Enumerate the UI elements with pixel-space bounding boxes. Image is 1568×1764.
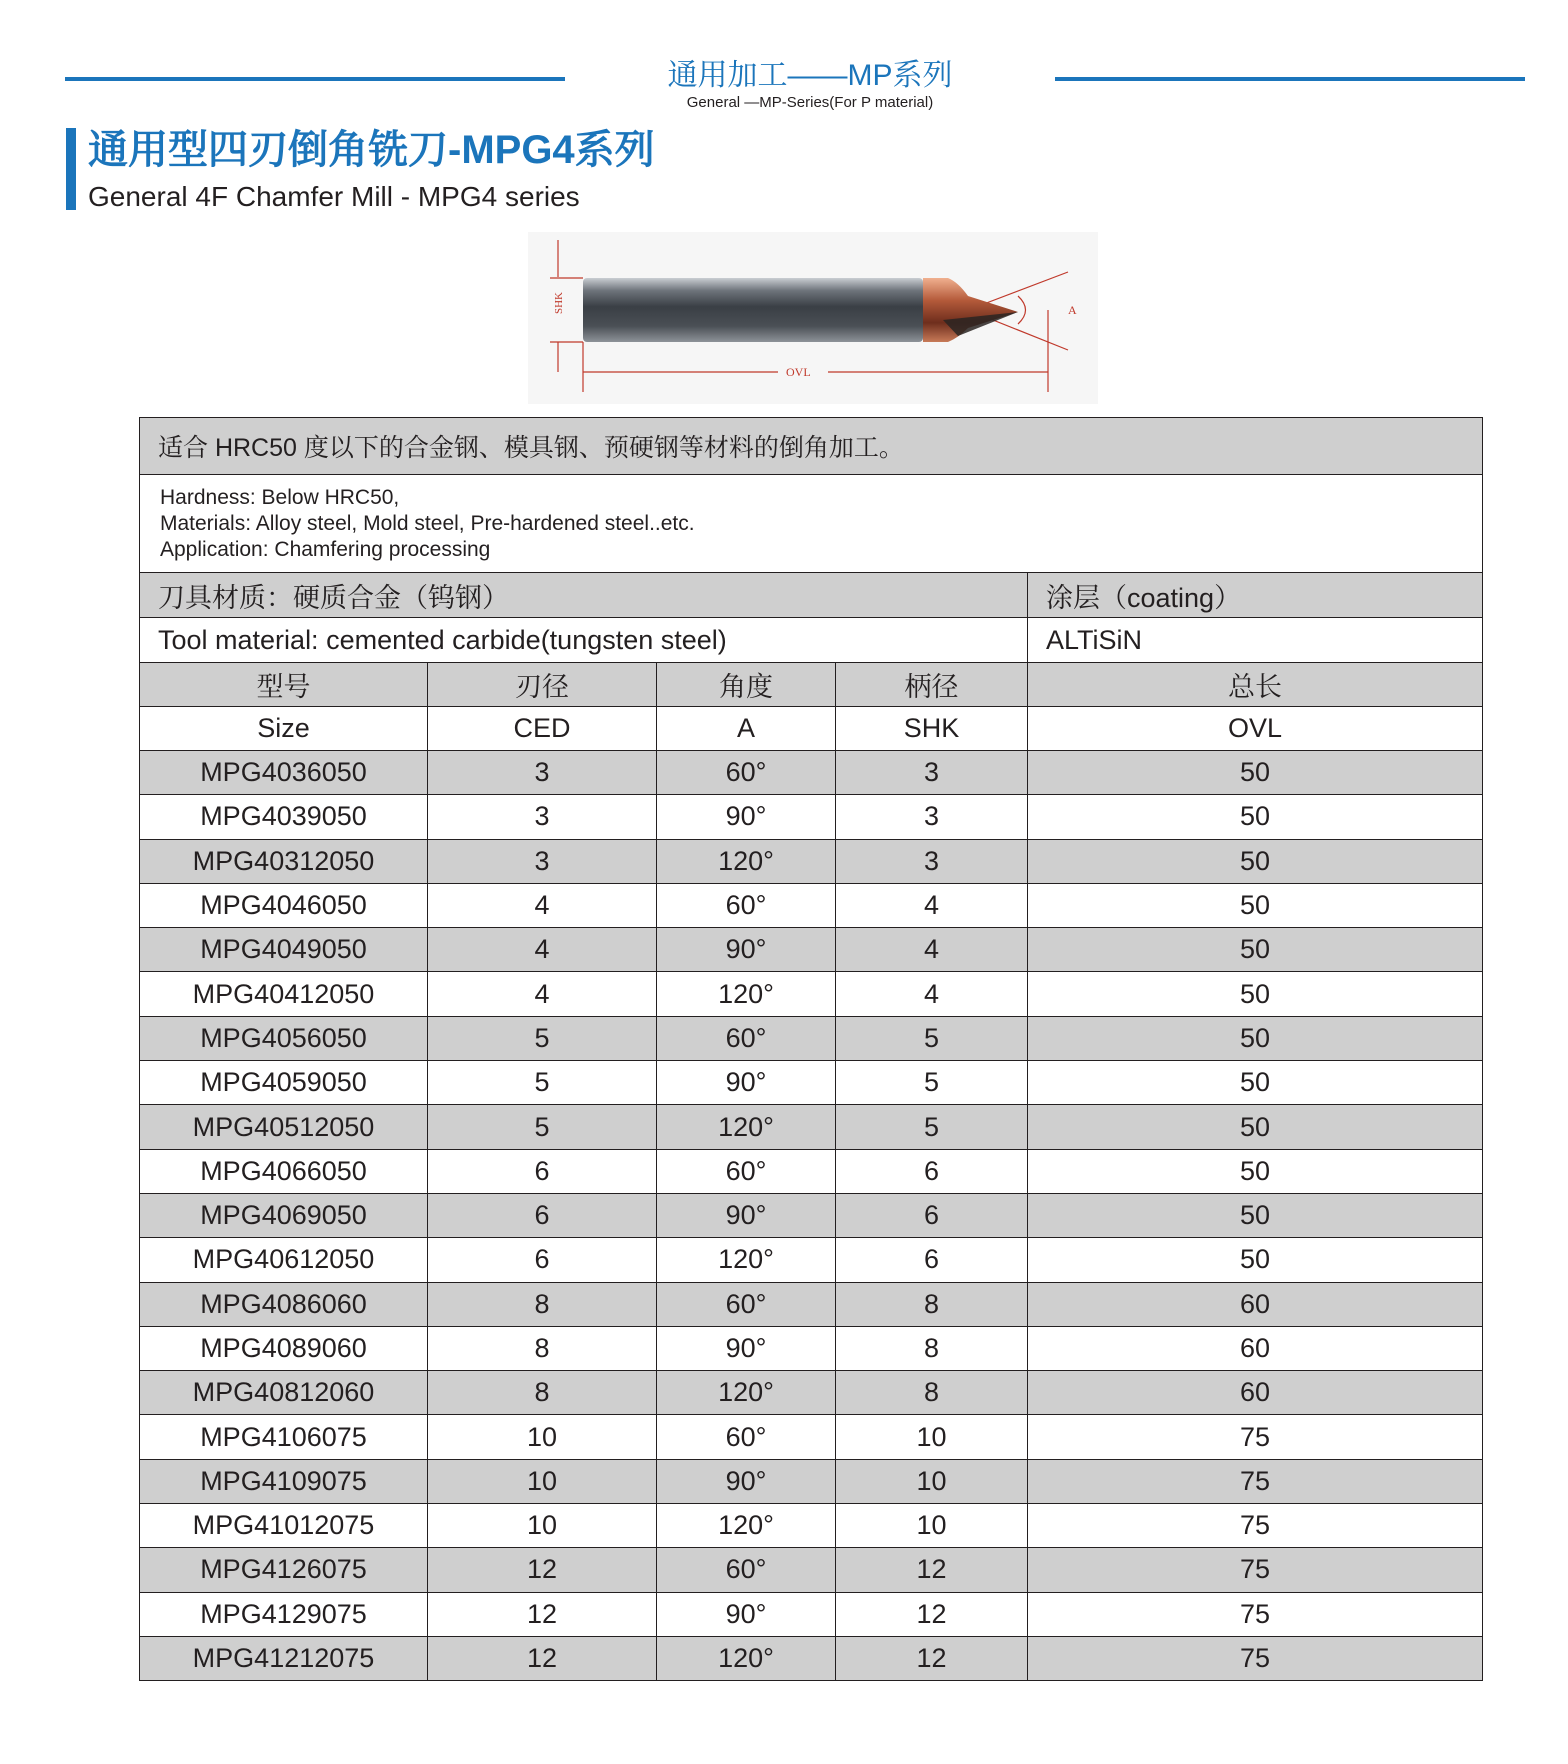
table-cell: 8 [836,1282,1028,1326]
table-cell: 4 [836,928,1028,972]
table-cell: 12 [836,1636,1028,1680]
table-cell: 3 [836,795,1028,839]
table-cell: 60° [657,1415,836,1459]
table-cell: 120° [657,1105,836,1149]
table-row [140,795,1483,839]
table-cell: 90° [657,1326,836,1370]
table-cell: 6 [428,1149,657,1193]
table-row [140,1061,1483,1105]
table-row [140,1415,1483,1459]
table-cell: MPG40612050 [140,1238,428,1282]
table-cell: MPG41212075 [140,1636,428,1680]
table-cell: 60 [1028,1282,1483,1326]
table-row [140,839,1483,883]
table-cell: 4 [836,883,1028,927]
table-cell: MPG4129075 [140,1592,428,1636]
table-row [140,1282,1483,1326]
table-cell: 90° [657,1193,836,1237]
table-cell: 60° [657,751,836,795]
description-en [140,475,1483,573]
table-cell: MPG4089060 [140,1326,428,1370]
table-cell: 8 [836,1326,1028,1370]
table-row [140,1105,1483,1149]
table-cell: 12 [428,1548,657,1592]
tool-shank [583,278,923,342]
table-cell: 120° [657,839,836,883]
table-cell: 75 [1028,1504,1483,1548]
table-cell: 4 [428,972,657,1016]
table-cell: MPG4039050 [140,795,428,839]
table-cell: 5 [836,1061,1028,1105]
table-cell: 75 [1028,1592,1483,1636]
table-cell: MPG4046050 [140,883,428,927]
table-cell: 50 [1028,1193,1483,1237]
col-header-en: CED [428,707,657,751]
table-cell: 50 [1028,972,1483,1016]
table-cell: 50 [1028,839,1483,883]
col-header-en: SHK [836,707,1028,751]
table-cell: 120° [657,1238,836,1282]
table-row [140,751,1483,795]
table-cell: 75 [1028,1459,1483,1503]
table-row [140,883,1483,927]
table-cell: 60° [657,1548,836,1592]
table-cell: 4 [428,883,657,927]
table-row [140,1238,1483,1282]
table-cell: 90° [657,1459,836,1503]
series-subtitle: General —MP-Series(For P material) [686,94,934,111]
table-cell: 3 [428,839,657,883]
table-cell: 50 [1028,1016,1483,1060]
table-cell: 4 [836,972,1028,1016]
table-cell: 90° [657,795,836,839]
spec-table [139,417,1483,1681]
table-cell: 6 [836,1238,1028,1282]
title-accent-bar [66,128,76,210]
table-cell: 5 [836,1105,1028,1149]
table-cell: 5 [428,1016,657,1060]
shk-label: SHK [553,291,565,314]
table-cell: 12 [836,1548,1028,1592]
table-cell: 10 [836,1459,1028,1503]
table-cell: 12 [836,1592,1028,1636]
table-cell: 10 [836,1504,1028,1548]
page-title-cn: 通用型四刃倒角铣刀-MPG4系列 [88,128,655,172]
table-cell: 6 [428,1193,657,1237]
table-cell: 50 [1028,883,1483,927]
table-cell: MPG4056050 [140,1016,428,1060]
table-cell: 60° [657,1282,836,1326]
table-cell: 50 [1028,1105,1483,1149]
table-cell: 90° [657,1592,836,1636]
table-row [140,1149,1483,1193]
table-cell: MPG4126075 [140,1548,428,1592]
table-cell: 120° [657,1504,836,1548]
table-row [140,1592,1483,1636]
page-title-en: General 4F Chamfer Mill - MPG4 series [88,181,580,212]
table-cell: 50 [1028,795,1483,839]
table-cell: 5 [428,1061,657,1105]
table-cell: 90° [657,1061,836,1105]
application-cn: 适合 HRC50 度以下的合金钢、模具钢、预硬钢等材料的倒角加工。 [140,418,1483,475]
coating-en: ALTiSiN [1028,618,1483,663]
table-cell: 75 [1028,1415,1483,1459]
table-row [140,1504,1483,1548]
table-cell: 50 [1028,928,1483,972]
table-cell: 10 [428,1504,657,1548]
table-cell: MPG4049050 [140,928,428,972]
table-cell: 6 [836,1193,1028,1237]
table-cell: 60 [1028,1326,1483,1370]
table-cell: MPG41012075 [140,1504,428,1548]
table-cell: MPG4109075 [140,1459,428,1503]
table-cell: 3 [836,751,1028,795]
data-rows [140,751,1483,1681]
table-cell: 50 [1028,1149,1483,1193]
table-row [140,1548,1483,1592]
table-cell: 75 [1028,1636,1483,1680]
table-row [140,928,1483,972]
table-cell: MPG40812060 [140,1371,428,1415]
col-header-cn: 柄径 [836,663,1028,707]
table-cell: 50 [1028,1061,1483,1105]
col-header-cn: 刃径 [428,663,657,707]
description-line: Materials: Alloy steel, Mold steel, Pre-hardened steel..etc. [160,511,695,535]
header-rule-left [65,77,565,81]
table-cell: MPG4059050 [140,1061,428,1105]
table-cell: 8 [428,1326,657,1370]
table-cell: 6 [428,1238,657,1282]
table-cell: 60° [657,1016,836,1060]
material-en: Tool material: cemented carbide(tungsten steel) [140,618,1028,663]
table-cell: 10 [836,1415,1028,1459]
col-header-en: OVL [1028,707,1483,751]
table-cell: 8 [428,1282,657,1326]
table-cell: MPG40512050 [140,1105,428,1149]
table-cell: 50 [1028,751,1483,795]
table-cell: 12 [428,1592,657,1636]
table-cell: MPG40412050 [140,972,428,1016]
table-cell: 4 [428,928,657,972]
col-header-en: Size [140,707,428,751]
table-cell: 3 [428,751,657,795]
table-cell: 120° [657,972,836,1016]
table-cell: 8 [836,1371,1028,1415]
table-cell: 10 [428,1415,657,1459]
table-cell: MPG4106075 [140,1415,428,1459]
table-cell: 3 [428,795,657,839]
table-cell: 120° [657,1636,836,1680]
col-header-en: A [657,707,836,751]
table-cell: MPG4036050 [140,751,428,795]
table-cell: 60° [657,1149,836,1193]
table-row [140,972,1483,1016]
material-cn: 刀具材质：硬质合金（钨钢） [140,573,1028,618]
col-header-cn: 型号 [140,663,428,707]
table-cell: 6 [836,1149,1028,1193]
table-row [140,1326,1483,1370]
header-rule-right [1055,77,1525,81]
table-row [140,1459,1483,1503]
angle-label: A [1068,303,1077,317]
table-cell: 90° [657,928,836,972]
series-title: 通用加工——MP系列 [667,59,953,92]
col-header-cn: 总长 [1028,663,1483,707]
table-cell: 10 [428,1459,657,1503]
table-row [140,1016,1483,1060]
table-cell: MPG4066050 [140,1149,428,1193]
ovl-label: OVL [786,365,811,379]
table-row [140,1193,1483,1237]
table-cell: MPG40312050 [140,839,428,883]
table-row [140,1636,1483,1680]
table-row [140,1371,1483,1415]
coating-cn: 涂层（coating） [1028,573,1483,618]
table-cell: 8 [428,1371,657,1415]
description-line: Hardness: Below HRC50, [160,485,400,509]
table-cell: 50 [1028,1238,1483,1282]
table-cell: MPG4086060 [140,1282,428,1326]
chamfer-mill-diagram [528,232,1098,404]
table-cell: 75 [1028,1548,1483,1592]
table-cell: 5 [836,1016,1028,1060]
description-line: Application: Chamfering processing [160,537,491,561]
table-cell: 12 [428,1636,657,1680]
table-cell: 3 [836,839,1028,883]
table-cell: 60° [657,883,836,927]
col-header-cn: 角度 [657,663,836,707]
table-cell: 120° [657,1371,836,1415]
table-cell: 5 [428,1105,657,1149]
table-cell: MPG4069050 [140,1193,428,1237]
table-cell: 60 [1028,1371,1483,1415]
